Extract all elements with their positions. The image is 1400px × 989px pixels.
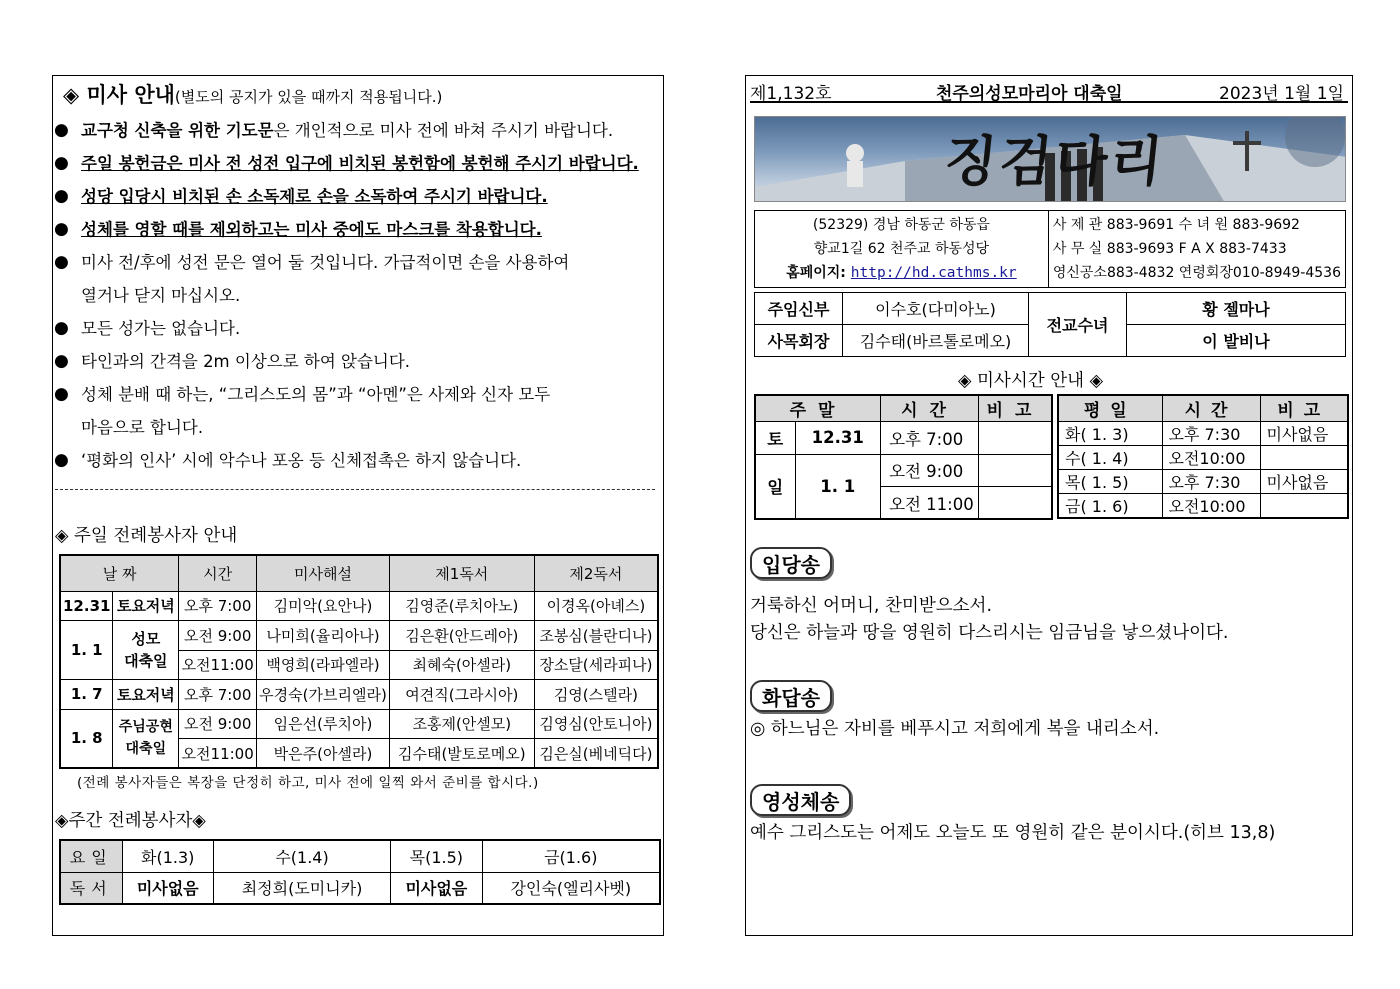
bullet-icon: ● bbox=[54, 153, 69, 173]
time-cell: 오후 7:00 bbox=[179, 680, 257, 710]
bulletin-logo: 징검다리 bbox=[941, 129, 1169, 193]
col-header-time: 시간 bbox=[1162, 395, 1260, 422]
reader2-cell: 김영심(안토니아) bbox=[534, 709, 658, 739]
col-header-note: 비고 bbox=[979, 395, 1052, 422]
time-cell: 오전11:00 bbox=[179, 739, 257, 769]
notice-item-text: 미사 전/후에 성전 문은 열어 둘 것입니다. 가급적이면 손을 사용하여 bbox=[81, 253, 570, 272]
table-row bbox=[755, 293, 1346, 325]
notice-item bbox=[53, 378, 663, 411]
table-row bbox=[755, 422, 1052, 455]
table-row bbox=[1058, 446, 1348, 470]
table-row bbox=[1058, 470, 1348, 494]
date-cell: 1. 1 bbox=[60, 621, 113, 680]
notice-item-text: 열거나 닫지 마십시오. bbox=[81, 286, 241, 305]
commentator-cell: 김미악(요안나) bbox=[257, 591, 390, 621]
address-line1: (52329) 경남 하동군 하동읍 bbox=[812, 217, 990, 233]
notice-item-text: 모든 성가는 없습니다. bbox=[81, 319, 241, 338]
notice-item-text: 성체를 영할 때를 제외하고는 미사 중에도 마스크를 착용합니다. bbox=[81, 220, 542, 239]
contact-line3: 영신공소883-4832 연령회장010-8949-4536 bbox=[1052, 265, 1341, 281]
time-cell: 오전 11:00 bbox=[881, 487, 979, 520]
day-cell: 화(1.3) bbox=[122, 840, 213, 872]
reader1-cell: 최혜숙(아셀라) bbox=[389, 650, 534, 680]
table-row bbox=[755, 454, 1052, 487]
table-row bbox=[1058, 494, 1348, 519]
notice-title bbox=[63, 79, 442, 109]
time-cell: 오전11:00 bbox=[179, 650, 257, 680]
col-header-date: 날 짜 bbox=[60, 555, 179, 591]
note-cell bbox=[1260, 494, 1348, 519]
commentator-cell: 우경숙(가브리엘라) bbox=[257, 680, 390, 710]
table-row bbox=[60, 709, 658, 739]
mass-notice-panel bbox=[52, 75, 664, 936]
weekday-cell: 목( 1. 5) bbox=[1058, 470, 1162, 494]
bullet-icon: ● bbox=[54, 219, 69, 239]
notice-item-text: 주일 봉헌금은 미사 전 성전 입구에 비치된 봉헌함에 봉헌해 주시기 바랍니다. bbox=[81, 154, 639, 173]
reader-cell: 미사없음 bbox=[391, 872, 482, 904]
reader2-cell: 장소달(세라피나) bbox=[534, 650, 658, 680]
col-header-note: 비고 bbox=[1260, 395, 1348, 422]
notice-item bbox=[53, 345, 663, 378]
communion-song-label: 영성체송 bbox=[750, 784, 851, 816]
homepage-link[interactable]: http://hd.cathms.kr bbox=[850, 265, 1017, 281]
commentator-cell: 임은선(루치아) bbox=[257, 709, 390, 739]
notice-list bbox=[53, 114, 663, 477]
feast-cell: 성모 대축일 bbox=[113, 621, 179, 680]
reader2-cell: 조봉심(블란디나) bbox=[534, 621, 658, 651]
feast-cell: 토요저녁 bbox=[113, 680, 179, 710]
issue-bar bbox=[750, 79, 1348, 103]
row-header-day: 요일 bbox=[60, 840, 122, 872]
day-cell: 토 bbox=[755, 422, 795, 455]
weekly-title: ◈주간 전례봉사자◈ bbox=[55, 811, 206, 831]
table-header-row bbox=[755, 395, 1052, 422]
sister-name: 황 젤마나 bbox=[1127, 293, 1346, 325]
notice-item-continued bbox=[53, 411, 663, 444]
date-cell: 12.31 bbox=[795, 422, 881, 455]
table-row bbox=[755, 211, 1346, 288]
reader1-cell: 김은환(안드레아) bbox=[389, 621, 534, 651]
feast-cell: 주님공현 대축일 bbox=[113, 709, 179, 768]
response-song-label: 화답송 bbox=[750, 680, 832, 712]
time-cell: 오전 9:00 bbox=[881, 454, 979, 487]
note-cell bbox=[979, 422, 1052, 455]
notice-item bbox=[53, 312, 663, 345]
mass-times-title: ◈ 미사시간 안내 ◈ bbox=[958, 371, 1104, 391]
bulletin-panel bbox=[745, 75, 1353, 936]
issue-date: 2023년 1월 1일 bbox=[1219, 84, 1344, 104]
notice-item bbox=[53, 147, 663, 180]
col-header-time: 시간 bbox=[881, 395, 979, 422]
bullet-icon: ● bbox=[54, 450, 69, 470]
notice-item-continued bbox=[53, 279, 663, 312]
sister-label: 전교수녀 bbox=[1029, 293, 1127, 357]
issue-number: 제1,132호 bbox=[750, 84, 832, 104]
time-cell: 오후 7:00 bbox=[881, 422, 979, 455]
date-cell: 12.31 bbox=[60, 591, 113, 621]
contact-line1: 사 제 관 883-9691 수 녀 원 883-9692 bbox=[1052, 217, 1300, 233]
council-label: 사목회장 bbox=[755, 325, 843, 357]
council-name: 김수태(바르톨로메오) bbox=[843, 325, 1029, 357]
notice-subtitle: (별도의 공지가 있을 때까지 적용됩니다.) bbox=[174, 88, 443, 106]
table-row bbox=[60, 591, 658, 621]
row-header-reader: 독서 bbox=[60, 872, 122, 904]
servers-title: ◈ 주일 전례봉사자 안내 bbox=[55, 526, 238, 546]
time-cell: 오전 9:00 bbox=[179, 709, 257, 739]
pastor-name: 이수호(다미아노) bbox=[843, 293, 1029, 325]
feast-title: 천주의성모마리아 대축일 bbox=[936, 84, 1123, 104]
entrance-song-text bbox=[750, 593, 1228, 647]
reader2-cell: 김은실(베네딕다) bbox=[534, 739, 658, 769]
note-cell bbox=[979, 487, 1052, 520]
notice-item-text: 성체 분배 때 하는, “그리스도의 몸”과 “아멘”은 사제와 신자 모두 bbox=[81, 385, 551, 404]
pastor-label: 주임신부 bbox=[755, 293, 843, 325]
notice-item bbox=[53, 444, 663, 477]
notice-title-main: ◈ 미사 안내 bbox=[63, 83, 175, 107]
note-cell bbox=[979, 454, 1052, 487]
entrance-song-line2: 당신은 하늘과 땅을 영원히 다스리시는 임금님을 낳으셨나이다. bbox=[750, 623, 1229, 643]
staff-table bbox=[754, 292, 1346, 357]
bullet-icon: ● bbox=[54, 351, 69, 371]
commentator-cell: 백영희(라파엘라) bbox=[257, 650, 390, 680]
table-row bbox=[60, 840, 660, 872]
notice-item bbox=[53, 114, 663, 147]
weekday-cell: 금( 1. 6) bbox=[1058, 494, 1162, 519]
note-cell: 미사없음 bbox=[1260, 470, 1348, 494]
weekday-mass-table bbox=[1057, 394, 1349, 519]
date-cell: 1. 1 bbox=[795, 454, 881, 519]
notice-item-text: ‘평화의 인사’ 시에 악수나 포옹 등 신체접촉은 하지 않습니다. bbox=[81, 451, 522, 470]
note-cell: 미사없음 bbox=[1260, 422, 1348, 446]
time-cell: 오전 9:00 bbox=[179, 621, 257, 651]
reader2-cell: 김영(스텔라) bbox=[534, 680, 658, 710]
time-cell: 오후 7:30 bbox=[1162, 422, 1260, 446]
note-cell bbox=[1260, 446, 1348, 470]
weekday-cell: 화( 1. 3) bbox=[1058, 422, 1162, 446]
servers-table bbox=[59, 554, 659, 769]
reader1-cell: 김영준(루치아노) bbox=[389, 591, 534, 621]
reader-cell: 최정희(도미니카) bbox=[213, 872, 390, 904]
notice-item-text: 타인과의 간격을 2m 이상으로 하여 앉습니다. bbox=[81, 352, 411, 371]
table-header-row bbox=[1058, 395, 1348, 422]
communion-song-text: 예수 그리스도는 어제도 오늘도 또 영원히 같은 분이시다.(히브 13,8) bbox=[750, 823, 1276, 843]
table-row bbox=[60, 680, 658, 710]
notice-item-text: 은 개인적으로 미사 전에 바쳐 주시기 바랍니다. bbox=[273, 121, 614, 140]
notice-item-text: 성당 입당시 비치된 손 소독제로 손을 소독하여 주시기 바랍니다. bbox=[81, 187, 548, 206]
sister-name: 이 발비나 bbox=[1127, 325, 1346, 357]
day-cell: 수(1.4) bbox=[213, 840, 390, 872]
col-header-reading2: 제2독서 bbox=[534, 555, 658, 591]
dashed-divider bbox=[55, 489, 655, 490]
weekly-servers-table bbox=[59, 839, 661, 905]
table-row bbox=[60, 621, 658, 651]
notice-item bbox=[53, 246, 663, 279]
reader1-cell: 조홍제(안셀모) bbox=[389, 709, 534, 739]
bullet-icon: ● bbox=[54, 252, 69, 272]
homepage-line bbox=[757, 261, 1046, 285]
col-header-time: 시간 bbox=[179, 555, 257, 591]
notice-item bbox=[53, 213, 663, 246]
date-cell: 1. 8 bbox=[60, 709, 113, 768]
bullet-icon: ● bbox=[54, 318, 69, 338]
table-header-row bbox=[60, 555, 658, 591]
address-cell bbox=[755, 211, 1049, 288]
time-cell: 오후 7:30 bbox=[1162, 470, 1260, 494]
weekday-cell: 수( 1. 4) bbox=[1058, 446, 1162, 470]
address-line2: 향교1길 62 천주교 하동성당 bbox=[813, 241, 990, 257]
bullet-icon: ● bbox=[54, 120, 69, 140]
bullet-icon: ● bbox=[54, 186, 69, 206]
parish-info-table bbox=[754, 210, 1346, 288]
feast-cell: 토요저녁 bbox=[113, 591, 179, 621]
homepage-label: 홈페이지: bbox=[786, 265, 851, 281]
servers-note: (전례 봉사자들은 복장을 단정히 하고, 미사 전에 일찍 와서 준비를 합시다.) bbox=[77, 775, 539, 791]
entrance-song-label: 입당송 bbox=[750, 547, 832, 579]
time-cell: 오전10:00 bbox=[1162, 446, 1260, 470]
col-header-commentary: 미사해설 bbox=[257, 555, 390, 591]
notice-item bbox=[53, 180, 663, 213]
table-row bbox=[1058, 422, 1348, 446]
notice-item-bold: 교구청 신축을 위한 기도문 bbox=[81, 121, 274, 140]
bullet-icon: ● bbox=[54, 384, 69, 404]
date-cell: 1. 7 bbox=[60, 680, 113, 710]
day-cell: 목(1.5) bbox=[391, 840, 482, 872]
commentator-cell: 나미희(율리아나) bbox=[257, 621, 390, 651]
time-cell: 오후 7:00 bbox=[179, 591, 257, 621]
notice-item-text: 마음으로 합니다. bbox=[81, 418, 204, 437]
response-song-text: ◎ 하느님은 자비를 베푸시고 저희에게 복을 내리소서. bbox=[750, 719, 1160, 739]
bulletin-banner bbox=[754, 116, 1346, 202]
reader-cell: 미사없음 bbox=[122, 872, 213, 904]
col-header-weekend: 주말 bbox=[755, 395, 881, 422]
commentator-cell: 박은주(아셀라) bbox=[257, 739, 390, 769]
reader1-cell: 김수태(발토로메오) bbox=[389, 739, 534, 769]
weekend-mass-table bbox=[754, 394, 1053, 520]
table-row bbox=[60, 872, 660, 904]
contact-line2: 사 무 실 883-9693 F A X 883-7433 bbox=[1052, 241, 1287, 257]
time-cell: 오전10:00 bbox=[1162, 494, 1260, 519]
col-header-reading1: 제1독서 bbox=[389, 555, 534, 591]
reader2-cell: 이경옥(아녜스) bbox=[534, 591, 658, 621]
contact-cell bbox=[1048, 211, 1345, 288]
col-header-weekday: 평일 bbox=[1058, 395, 1162, 422]
reader1-cell: 여견직(그라시아) bbox=[389, 680, 534, 710]
day-cell: 금(1.6) bbox=[482, 840, 660, 872]
day-cell: 일 bbox=[755, 454, 795, 519]
entrance-song-line1: 거룩하신 어머니, 찬미받으소서. bbox=[750, 596, 993, 616]
reader-cell: 강인숙(엘리사벳) bbox=[482, 872, 660, 904]
